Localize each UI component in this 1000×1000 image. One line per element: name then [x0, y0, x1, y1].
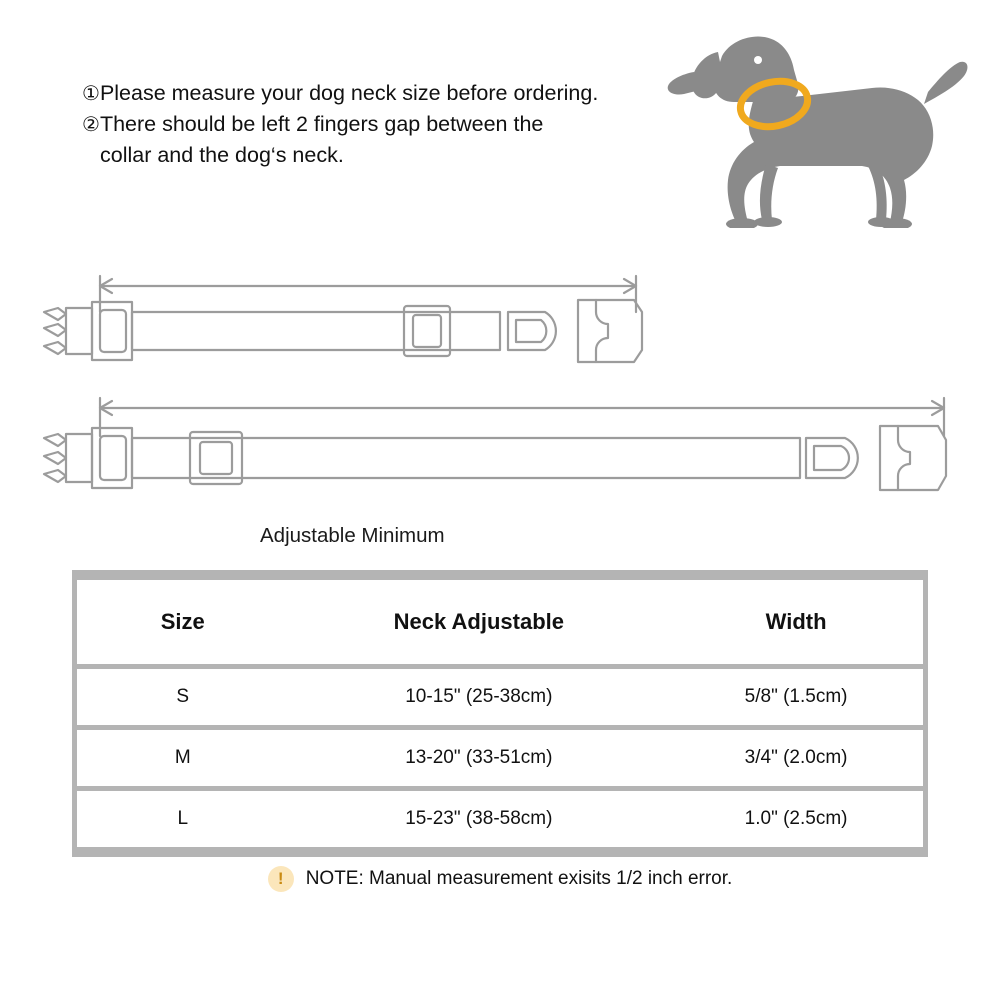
cell-neck: 15-23" (38-58cm) [289, 791, 670, 847]
table-row [77, 791, 923, 847]
exclamation-icon: ! [268, 866, 294, 892]
instruction-1-text: Please measure your dog neck size before ordering. [99, 81, 599, 105]
table-header-row [77, 580, 923, 664]
instruction-1-number: ① [82, 83, 100, 105]
instruction-line-1 [82, 78, 682, 109]
instruction-2-number: ② [82, 114, 100, 136]
header-neck-adjustable: Neck Adjustable [289, 580, 670, 664]
collar-diagrams [0, 250, 1000, 547]
dog-illustration [662, 18, 982, 228]
cell-width: 3/4" (2.0cm) [669, 730, 923, 786]
cell-size: M [77, 730, 289, 786]
table-row [77, 730, 923, 786]
note-row [0, 866, 1000, 892]
header-size: Size [77, 580, 289, 664]
cell-width: 5/8" (1.5cm) [669, 669, 923, 725]
cell-width: 1.0" (2.5cm) [669, 791, 923, 847]
table-row [77, 669, 923, 725]
size-table-container [72, 570, 928, 857]
instruction-line-2-continued: collar and the dog‘s neck. [100, 143, 344, 167]
cell-neck: 13-20" (33-51cm) [289, 730, 670, 786]
adjustable-minimum-label: Adjustable Minimum [250, 524, 455, 548]
instructions-block [82, 78, 682, 170]
cell-size: S [77, 669, 289, 725]
size-table [77, 575, 923, 852]
note-text: NOTE: Manual measurement exisits 1/2 inch error. [305, 868, 733, 889]
header-width: Width [669, 580, 923, 664]
instruction-line-2 [82, 109, 682, 140]
cell-neck: 10-15" (25-38cm) [289, 669, 670, 725]
cell-size: L [77, 791, 289, 847]
instruction-2-text: There should be left 2 fingers gap between the [99, 112, 544, 136]
